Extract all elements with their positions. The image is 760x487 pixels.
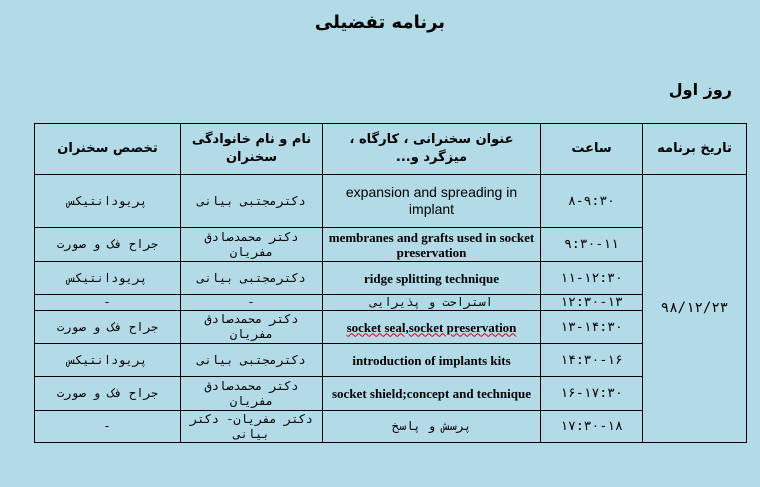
table-row bbox=[35, 344, 747, 377]
page-title: برنامه تفضیلی bbox=[314, 12, 446, 33]
topic-cell: socket shield;concept and technique bbox=[323, 377, 541, 411]
topic-cell: expansion and spreading in implant bbox=[323, 175, 541, 228]
table-row bbox=[35, 411, 747, 443]
specialty-cell: جراح فک و صورت bbox=[35, 311, 181, 344]
table-row bbox=[35, 262, 747, 295]
specialty-cell: - bbox=[35, 295, 181, 311]
speaker-name-cell: دکترمجتبی بیانی bbox=[181, 262, 323, 295]
specialty-cell: - bbox=[35, 411, 181, 443]
day-label: روز اول bbox=[668, 80, 732, 99]
time-cell: ۱۷:۳۰-۱۸ bbox=[541, 411, 643, 443]
table-header-row bbox=[35, 124, 747, 175]
table-row bbox=[35, 311, 747, 344]
time-cell: ۱۴:۳۰-۱۶ bbox=[541, 344, 643, 377]
time-cell: ۸-۹:۳۰ bbox=[541, 175, 643, 228]
topic-text: socket seal,socket preservation bbox=[346, 319, 517, 335]
time-cell: ۹:۳۰-۱۱ bbox=[541, 228, 643, 262]
speaker-name-cell: دکتر محمدصادق مفریان bbox=[181, 311, 323, 344]
time-cell: ۱۶-۱۷:۳۰ bbox=[541, 377, 643, 411]
header-date: تاریخ برنامه bbox=[643, 124, 747, 175]
topic-cell bbox=[323, 311, 541, 344]
specialty-cell: جراح فک و صورت bbox=[35, 377, 181, 411]
speaker-name-cell: دکترمجتبی بیانی bbox=[181, 175, 323, 228]
header-specialty: تخصص سخنران bbox=[35, 124, 181, 175]
topic-cell: پرسش و پاسخ bbox=[323, 411, 541, 443]
speaker-name-cell: دکتر محمدصادق مفریان bbox=[181, 377, 323, 411]
specialty-cell: پریودانتیکس bbox=[35, 262, 181, 295]
table-row bbox=[35, 175, 747, 228]
header-time: ساعت bbox=[541, 124, 643, 175]
table-row bbox=[35, 377, 747, 411]
specialty-cell: پریودانتیکس bbox=[35, 344, 181, 377]
speaker-name-cell: دکترمجتبی بیانی bbox=[181, 344, 323, 377]
time-cell: ۱۱-۱۲:۳۰ bbox=[541, 262, 643, 295]
topic-cell: introduction of implants kits bbox=[323, 344, 541, 377]
specialty-cell: جراح فک و صورت bbox=[35, 228, 181, 262]
topic-cell: ridge splitting technique bbox=[323, 262, 541, 295]
specialty-cell: پریودانتیکس bbox=[35, 175, 181, 228]
time-cell: ۱۲:۳۰-۱۳ bbox=[541, 295, 643, 311]
header-name: نام و نام خانوادگی سخنران bbox=[181, 124, 323, 175]
table-row bbox=[35, 295, 747, 311]
time-cell: ۱۳-۱۴:۳۰ bbox=[541, 311, 643, 344]
header-topic: عنوان سخنرانی ، کارگاه ، میزگرد و... bbox=[323, 124, 541, 175]
table-row bbox=[35, 228, 747, 262]
speaker-name-cell: دکتر مفریان- دکتر بیانی bbox=[181, 411, 323, 443]
topic-cell: membranes and grafts used in socket preservation bbox=[323, 228, 541, 262]
schedule-table bbox=[34, 123, 747, 443]
speaker-name-cell: دکتر محمدصادق مفریان bbox=[181, 228, 323, 262]
speaker-name-cell: - bbox=[181, 295, 323, 311]
topic-cell: استراحت و پذیرایی bbox=[323, 295, 541, 311]
date-cell: ۹۸/۱۲/۲۳ bbox=[643, 175, 747, 443]
